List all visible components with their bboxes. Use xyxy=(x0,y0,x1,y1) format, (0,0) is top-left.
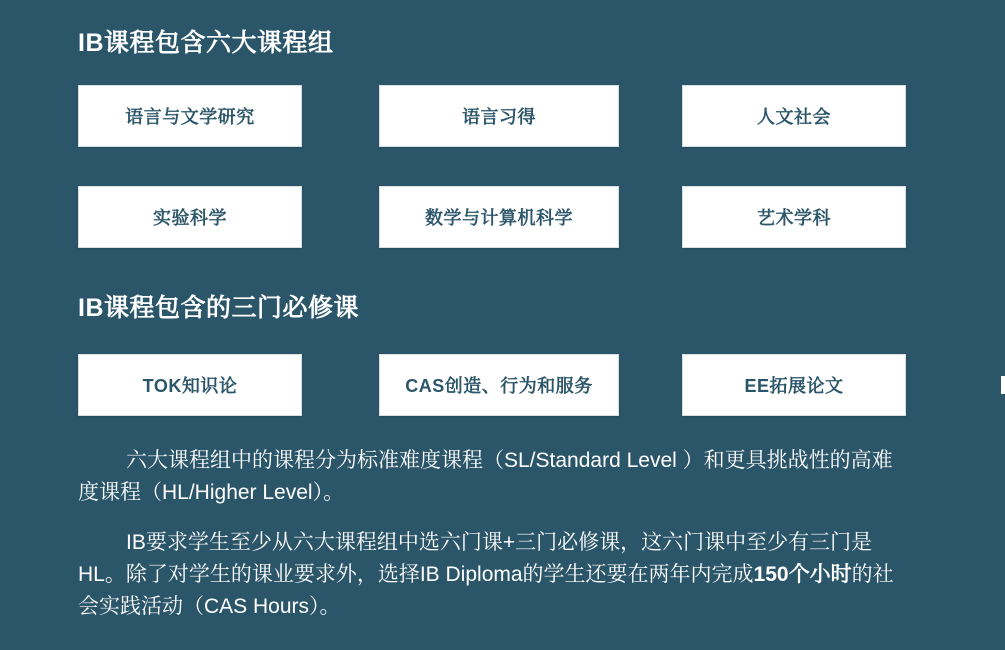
paragraph-text-part-1: IB要求学生至少从六大课程组中选六门课+三门必修课，这六门课中至少有三门是HL。除了对学生的课业要求外，选择IB Diploma的学生还要在两年内完成 xyxy=(78,531,873,586)
subject-group-label: 数学与计算机科学 xyxy=(425,208,573,228)
subject-group-card-5[interactable] xyxy=(379,186,619,248)
body-paragraph-levels: 六大课程组中的课程分为标准难度课程（SL/Standard Level ）和更具挑战性的高难度课程（HL/Higher Level）。 xyxy=(78,449,893,504)
subject-group-card-3[interactable] xyxy=(682,85,906,147)
subject-group-card-2[interactable] xyxy=(379,85,619,147)
core-requirement-card-2[interactable] xyxy=(379,354,619,416)
paragraph-emphasis-hours: 150个小时 xyxy=(753,563,852,586)
edge-marker xyxy=(1001,376,1005,394)
core-requirement-label: CAS创造、行为和服务 xyxy=(405,376,593,396)
subject-group-label: 实验科学 xyxy=(153,208,227,228)
subject-group-label: 语言与文学研究 xyxy=(125,107,255,127)
subject-group-card-1[interactable] xyxy=(78,85,302,147)
page-title-subject-groups: IB课程包含六大课程组 xyxy=(78,29,334,57)
page-title-core-requirements: IB课程包含的三门必修课 xyxy=(78,294,360,322)
core-requirement-label: EE拓展论文 xyxy=(744,376,844,396)
subject-group-card-6[interactable] xyxy=(682,186,906,248)
subject-group-label: 人文社会 xyxy=(757,107,831,127)
subject-group-label: 艺术学科 xyxy=(757,208,831,228)
core-requirement-card-1[interactable] xyxy=(78,354,302,416)
subject-group-card-4[interactable] xyxy=(78,186,302,248)
body-paragraph-requirements xyxy=(78,527,906,623)
paragraph-text-part-2: 的社会实践活动（CAS Hours）。 xyxy=(78,563,894,618)
subject-group-label: 语言习得 xyxy=(462,107,536,127)
core-requirement-card-3[interactable] xyxy=(682,354,906,416)
core-requirement-label: TOK知识论 xyxy=(142,376,238,396)
